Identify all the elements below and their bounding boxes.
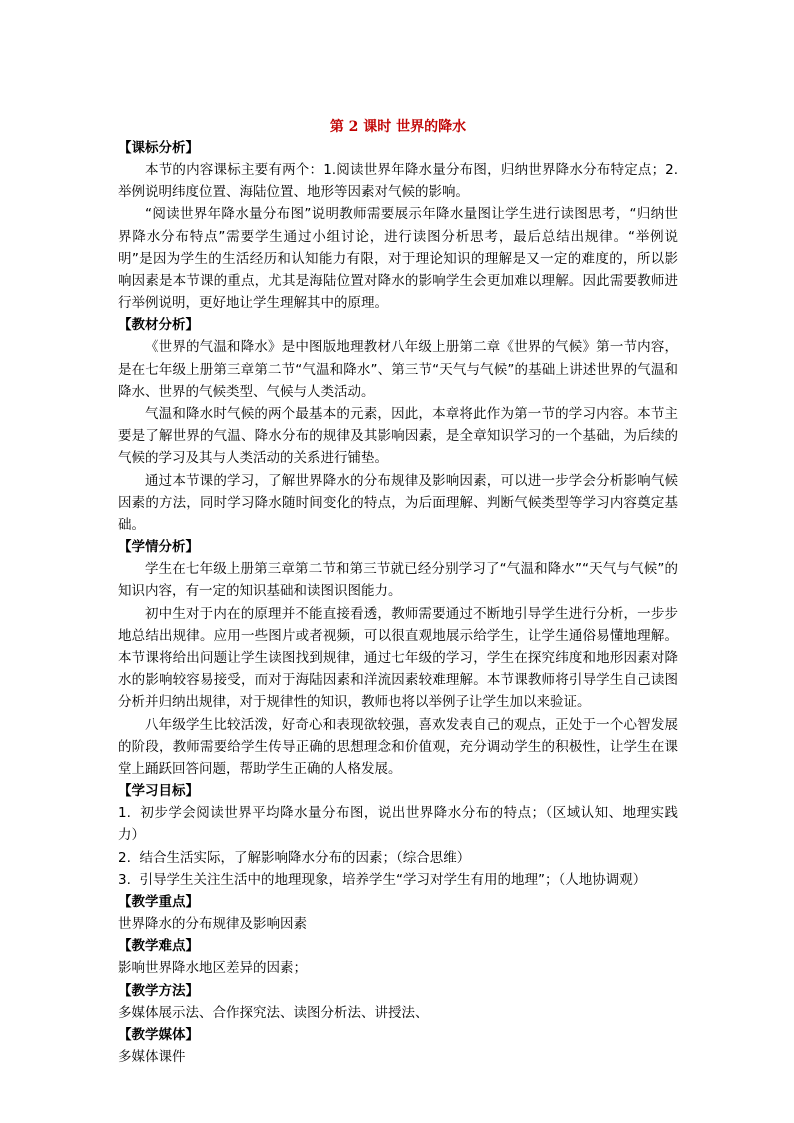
section-heading-curriculum: 【课标分析】 — [118, 140, 199, 156]
methods-text: 多媒体展示法、合作探究法、读图分析法、讲授法、 — [118, 1004, 429, 1021]
document-body — [118, 117, 678, 1068]
paragraph: 八年级学生比较活泼，好奇心和表现欲较强，喜欢发表自己的观点，正处于一个心智发展的阶段，教师需要给学生传导正确的思想理念和价值观，充分调动学生的积极性，让学生在课堂上踊跃回答问题，帮助学生正确的人格发展。 — [118, 716, 678, 778]
paragraph: 学生在七年级上册第三章第二节和第三节就已经分别学习了“气温和降水”“天气与气候”的知识内容，有一定的知识基础和读图识图能力。 — [118, 561, 678, 600]
section-heading-key-points: 【教学重点】 — [118, 894, 199, 911]
paragraph: 气温和降水时气候的两个最基本的元素，因此，本章将此作为第一节的学习内容。本节主要是了解世界的气温、降水分布的规律及其影响因素，是全章知识学习的一个基础，为后续的气候的学习及其与人类活动的关系进行铺垫。 — [118, 406, 678, 467]
section-heading-media: 【教学媒体】 — [118, 1026, 199, 1043]
section-heading-textbook: 【教材分析】 — [118, 317, 199, 334]
key-points-text: 世界降水的分布规律及影响因素 — [118, 916, 307, 933]
section-heading-objectives: 【学习目标】 — [118, 783, 199, 800]
section-heading-students: 【学情分析】 — [118, 539, 199, 556]
objective-item: 3. 引导学生关注生活中的地理现象，培养学生“学习对学生有用的地理”；（人地协调观） — [118, 871, 647, 888]
paragraph: 本节的内容课标主要有两个：1.阅读世界年降水量分布图，归纳世界降水分布特定点；2.举例说明纬度位置、海陆位置、地形等因素对气候的影响。 — [118, 162, 678, 201]
objective-item: 1. 初步学会阅读世界平均降水量分布图，说出世界降水分布的特点；（区域认知、地理实践力） — [118, 805, 678, 844]
objective-item: 2. 结合生活实际，了解影响降水分布的因素；（综合思维） — [118, 849, 471, 866]
difficulties-text: 影响世界降水地区差异的因素； — [118, 960, 307, 977]
paragraph: 《世界的气温和降水》是中图版地理教材八年级上册第二章《世界的气候》第一节内容，是在七年级上册第三章第二节“气温和降水”、第三节“天气与气候”的基础上讲述世界的气温和降水、世界的气候类型、气候与人类活动。 — [118, 339, 678, 400]
paragraph: 初中生对于内在的原理并不能直接看透，教师需要通过不断地引导学生进行分析，一步步地总结出规律。应用一些图片或者视频，可以很直观地展示给学生，让学生通俗易懂地理解。本节课将给出问题让学生读图找到规律，通过七年级的学习，学生在探究纬度和地形因素对降水的影响较容易接受，而对于海陆因素和洋流因素较难理解。本节课教师将引导学生自己读图分析并归纳出规律，对于规律性的知识，教师也将以举例子让学生加以来验证。 — [118, 605, 678, 711]
lesson-title: 第 2 课时 世界的降水 — [329, 119, 467, 135]
media-text: 多媒体课件 — [118, 1048, 186, 1065]
section-heading-methods: 【教学方法】 — [118, 982, 199, 999]
section-heading-difficulties: 【教学难点】 — [118, 938, 199, 955]
paragraph: 通过本节课的学习，了解世界降水的分布规律及影响因素，可以进一步学会分析影响气候因素的方法，同时学习降水随时间变化的特点，为后面理解、判断气候类型等学习内容奠定基础。 — [118, 472, 678, 534]
paragraph: “阅读世界年降水量分布图”说明教师需要展示年降水量图让学生进行读图思考，“归纳世界降水分布特点”需要学生通过小组讨论，进行读图分析思考，最后总结出规律。“举例说明”是因为学生的生活经历和认知能力有限，对于理论知识的理解是又一定的难度的，所以影响因素是本节课的重点，尤其是海陆位置对降水的影响学生会更加难以理解。因此需要教师进行举例说明，更好地让学生理解其中的原理。 — [118, 206, 678, 312]
